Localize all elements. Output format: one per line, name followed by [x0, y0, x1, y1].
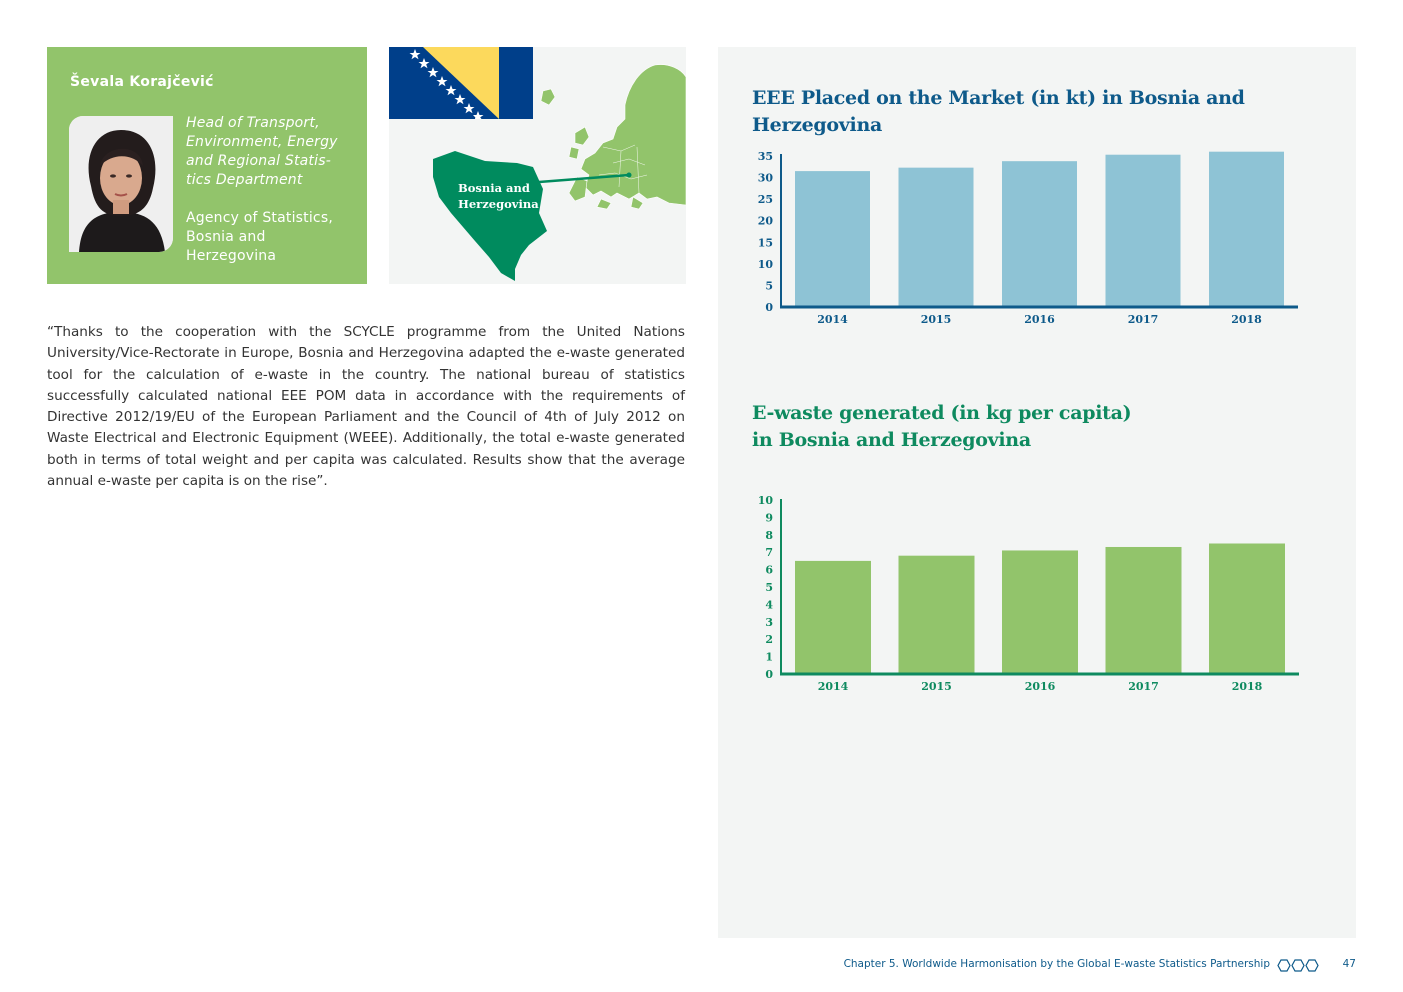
- y-tick-label: 3: [765, 615, 773, 629]
- x-tick-label: 2014: [817, 313, 848, 326]
- testimonial-quote: “Thanks to the cooperation with the SCYCLE programme from the United Nations University/Vice-Rectorate in Europe, Bosnia and Herzegovina adapted the e-waste generated tool for the calculation of e-waste in the country. The national bureau of statistics successfully calculated national EEE POM data in accordance with the requirements of Directive 2012/19/EU of the European Parliament and the Council of 4th of July 2012 on Waste Electrical and Electronic Equipment (WEEE). Additionally, the total e-waste generated both in terms of total weight and per capita was calculated. Results show that the average annual e-waste per capita is on the rise”.: [47, 324, 685, 490]
- y-tick-label: 9: [765, 511, 773, 525]
- person-photo: [69, 116, 173, 252]
- y-tick-label: 8: [765, 528, 773, 542]
- x-tick-label: 2015: [921, 680, 952, 693]
- bar-2014: [795, 561, 871, 674]
- ewaste-per-capita-bar-chart: [718, 487, 1356, 697]
- person-name: Ševala Korajčević: [70, 74, 214, 90]
- page-footer: [760, 958, 1356, 974]
- map-label: [458, 180, 558, 212]
- bar-2017: [1106, 155, 1181, 307]
- bar-2018: [1209, 544, 1285, 675]
- flag-icon: [389, 47, 533, 119]
- x-tick-label: 2017: [1127, 313, 1159, 326]
- agency-line: Bosnia and: [186, 229, 266, 245]
- y-tick-label: 20: [757, 214, 773, 228]
- agency-line: Agency of Statistics,: [186, 210, 333, 226]
- x-tick-label: 2014: [817, 680, 849, 693]
- y-tick-label: 1: [765, 650, 773, 664]
- y-tick-label: 4: [765, 598, 773, 612]
- footer-chapter: Chapter 5. Worldwide Harmonisation by the Global E-waste Statistics Partnership: [843, 958, 1270, 970]
- x-tick-label: 2018: [1231, 680, 1263, 693]
- bar-2018: [1209, 152, 1284, 307]
- bar-2014: [795, 171, 870, 307]
- bar-2015: [899, 556, 975, 674]
- x-tick-label: 2016: [1024, 680, 1056, 693]
- chart-title-line: in Bosnia and Herzegovina: [752, 429, 1031, 451]
- role-line: tics Department: [186, 172, 303, 188]
- profile-card: [47, 47, 367, 284]
- y-tick-label: 6: [765, 563, 773, 577]
- hexagons-icon: [1277, 959, 1319, 972]
- x-tick-label: 2015: [920, 313, 952, 326]
- role-line: Head of Transport,: [186, 115, 320, 131]
- bar-2016: [1002, 550, 1078, 674]
- chart-title-eee-pom: EEE Placed on the Market (in kt) in Bosnia and Herzegovina: [752, 87, 1245, 136]
- europe-outline-icon: [541, 65, 686, 209]
- charts-panel: [718, 47, 1356, 938]
- map-graphic: [389, 47, 686, 284]
- y-tick-label: 25: [757, 193, 773, 207]
- bosnia-shape: [433, 151, 547, 281]
- agency-line: Herzegovina: [186, 248, 277, 264]
- eee-pom-bar-chart: [718, 142, 1356, 332]
- x-tick-label: 2018: [1231, 313, 1262, 326]
- y-tick-label: 5: [765, 581, 773, 594]
- y-tick-label: 10: [757, 257, 773, 271]
- y-tick-label: 0: [765, 668, 773, 681]
- y-tick-label: 5: [765, 279, 773, 293]
- bar-2017: [1106, 547, 1182, 674]
- y-tick-label: 15: [757, 236, 773, 250]
- bar-2015: [899, 168, 974, 307]
- chart-title-line: E-waste generated (in kg per capita): [752, 402, 1132, 424]
- x-tick-label: 2017: [1128, 680, 1159, 693]
- y-tick-label: 0: [765, 301, 773, 314]
- bar-2016: [1002, 161, 1077, 307]
- x-tick-label: 2016: [1024, 313, 1055, 326]
- page-number: 47: [1342, 958, 1356, 970]
- role-line: and Regional Statis-: [186, 153, 331, 169]
- y-tick-label: 2: [765, 633, 773, 647]
- person-role: [186, 114, 356, 190]
- map-label-line: Herzegovina: [458, 197, 539, 211]
- role-line: Environment, Energy: [186, 134, 338, 150]
- chart-title-ewaste-per-capita: [752, 400, 1131, 454]
- y-tick-label: 35: [757, 150, 773, 163]
- y-tick-label: 30: [757, 171, 773, 185]
- y-tick-label: 10: [757, 494, 773, 507]
- y-tick-label: 7: [765, 546, 773, 560]
- map-label-line: Bosnia and: [458, 181, 530, 195]
- portrait-icon: [69, 116, 173, 252]
- location-map: [389, 47, 686, 284]
- person-agency: [186, 209, 356, 266]
